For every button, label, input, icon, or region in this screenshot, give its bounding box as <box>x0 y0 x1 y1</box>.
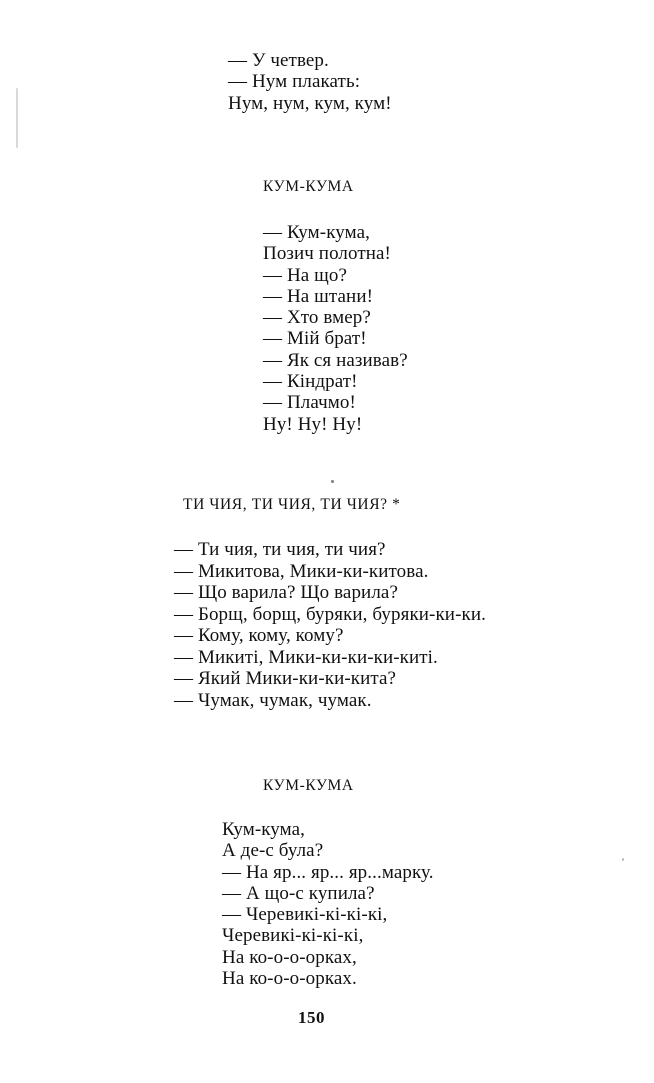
poem-body <box>263 222 408 435</box>
poem-fragment <box>228 50 392 114</box>
poem-line: Нум, нум, кум, кум! <box>228 92 392 114</box>
poem-line: — На штани! <box>263 285 374 307</box>
poem-line: — Хто вмер? <box>263 307 371 329</box>
poem-line: — Мій брат! <box>263 328 367 350</box>
poem-line: — Черевикі-кі-кі-кі, <box>222 904 388 926</box>
poem-line: На ко-о-о-орках. <box>222 968 357 990</box>
poem-line: — Кум-кума, <box>263 222 370 243</box>
poem-line: — На яр... яр... яр...марку. <box>222 861 434 883</box>
page-number: 150 <box>298 1008 325 1027</box>
poem-line: — Що варила? Що варила? <box>174 582 398 603</box>
poem-title: ТИ ЧИЯ, ТИ ЧИЯ, ТИ ЧИЯ? * <box>183 496 401 513</box>
poem-line: — Микитова, Мики-ки-китова. <box>174 560 429 582</box>
poem-line: — Який Мики-ки-ки-кита? <box>174 668 397 689</box>
poem-line: Позич полотна! <box>263 243 391 265</box>
poem-line: — Чумак, чумак, чумак. <box>174 689 372 711</box>
scan-artifact <box>622 858 624 861</box>
poem-line: — Микиті, Мики-ки-ки-ки-киті. <box>174 646 438 668</box>
poem-title: КУМ-КУМА <box>263 178 354 195</box>
poem-line: — Борщ, борщ, буряки, буряки-ки-ки. <box>174 603 486 625</box>
scan-artifact <box>331 480 334 483</box>
poem-line: Ну! Ну! Ну! <box>263 413 363 435</box>
poem-body <box>222 819 434 989</box>
poem-line: А де-с була? <box>222 840 324 862</box>
poem-line: — Кому, кому, кому? <box>174 625 344 646</box>
poem-line: Черевикі-кі-кі-кі, <box>222 925 364 947</box>
poem-line: — Кіндрат! <box>263 371 358 393</box>
poem-line: — Як ся називав? <box>263 349 408 371</box>
scan-artifact <box>16 88 18 148</box>
poem-body <box>174 539 486 711</box>
poem-title: КУМ-КУМА <box>263 777 354 794</box>
poem-line: — На що? <box>263 264 348 286</box>
poem-line: — Плачмо! <box>263 392 356 414</box>
poem-line: — У четвер. <box>228 50 329 71</box>
poem-line: На ко-о-о-орках, <box>222 946 357 968</box>
poem-line: — Нум плакать: <box>228 71 361 93</box>
poem-line: — А що-с купила? <box>222 882 375 904</box>
poem-line: — Ти чия, ти чия, ти чия? <box>174 539 386 560</box>
poem-line: Кум-кума, <box>222 819 306 840</box>
